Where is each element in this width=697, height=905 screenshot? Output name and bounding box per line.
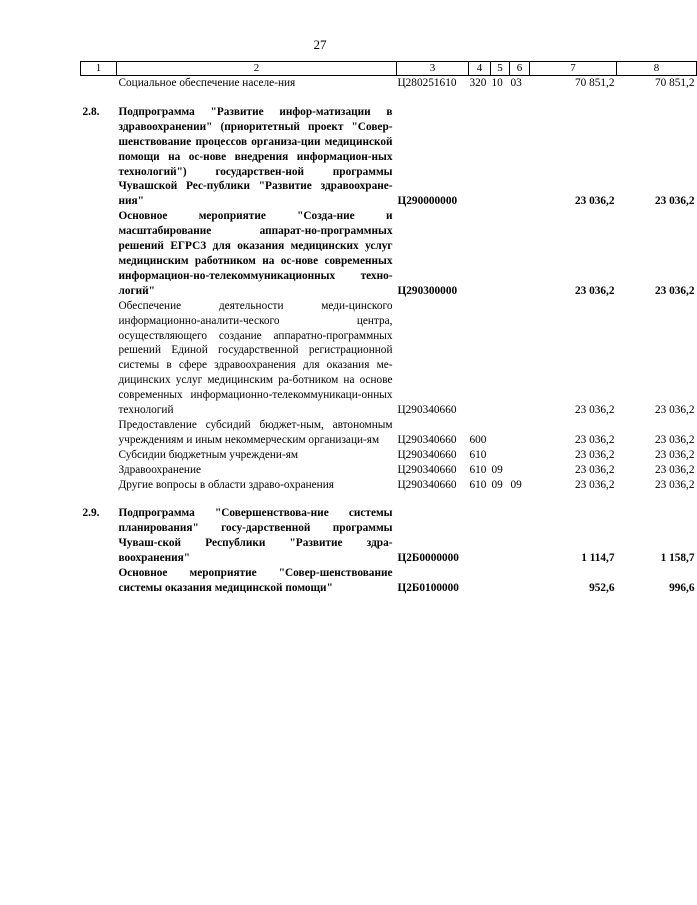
row-rz [491,418,510,448]
row-name: Субсидии бюджетным учреждени-ям [118,448,299,461]
row-code: Ц2Б0100000 [397,582,459,594]
table-row [81,105,697,209]
row-rz [491,566,510,596]
row-sum-1: 23 036,2 [574,478,615,491]
table-row [81,506,697,566]
row-sum-2: 23 036,2 [654,478,695,491]
row-sum-2: 23 036,2 [654,284,695,297]
row-sum-1: 23 036,2 [574,284,615,297]
row-pr [510,463,530,478]
row-sum-1: 1 114,7 [581,552,615,565]
table-row [81,418,697,448]
row-pr: 03 [510,77,522,89]
row-vr [469,105,491,209]
row-vr [469,566,491,596]
table-row [81,463,697,478]
row-rz: 10 [491,77,503,89]
row-code: Ц290340660 [397,463,457,476]
row-code: Ц290340660 [397,448,457,461]
column-header: 2 [117,62,397,76]
row-sum-1: 23 036,2 [574,404,615,417]
row-sum-2: 23 036,2 [654,448,695,461]
row-code: Ц290340660 [397,404,457,417]
row-number [81,463,117,478]
column-header-row [81,62,697,76]
row-vr [469,209,491,298]
row-sum-1: 952,6 [589,582,615,594]
row-pr [510,418,530,448]
row-sum-1: 23 036,2 [574,433,615,446]
row-number: 2.9. [82,507,100,520]
row-vr: 610 [469,463,487,476]
row-sum-2: 70 851,2 [654,77,695,89]
row-number [81,209,117,298]
table-row [81,299,697,418]
row-rz [491,448,510,463]
row-sum-2: 23 036,2 [654,404,695,417]
row-number [81,299,117,418]
row-name: Предоставление субсидий бюджет-ным, автономным учреждениям и иным некоммерческим организаци-ям [118,418,393,446]
row-name: Другие вопросы в области здраво-охранения [118,478,334,491]
row-pr [510,299,530,418]
column-header: 8 [617,62,697,76]
row-pr [510,566,530,596]
row-sum-2: 23 036,2 [654,195,695,208]
column-header: 3 [397,62,469,76]
row-pr [510,209,530,298]
row-code: Ц2Б0000000 [397,552,459,565]
budget-table [80,61,697,596]
row-number [81,76,117,91]
row-sum-2: 23 036,2 [654,463,695,476]
row-code: Ц290000000 [397,195,458,208]
row-sum-1: 23 036,2 [574,195,615,208]
row-sum-1: 70 851,2 [574,77,615,89]
table-row [81,448,697,463]
column-header: 1 [81,62,117,76]
row-rz: 09 [491,478,503,491]
row-number: 2.8. [82,105,100,118]
row-vr: 610 [469,448,487,461]
row-code: Ц290300000 [397,284,458,297]
table-row [81,209,697,298]
row-number [81,448,117,463]
row-pr [510,105,530,209]
row-sum-1: 23 036,2 [574,448,615,461]
row-name: Подпрограмма "Совершенствова-ние системы планирования" госу-дарственной программы Чуваш-ской Республики "Развитие здра-воохранения" [118,507,393,565]
row-name: Здравоохранение [118,463,202,476]
table-row [81,478,697,493]
row-vr [469,299,491,418]
row-number [81,566,117,596]
row-sum-2: 23 036,2 [654,433,695,446]
table-row [81,566,697,596]
row-name: Подпрограмма "Развитие инфор-матизации в здравоохранении" (приоритетный проект "Совер-шенствование процессов организа-ции медицинской помощи на ос-нове внедрения информацион-ных технологий") государствен-ной программы Чувашской Рес-публики "Развитие здравоохране-ния" [118,105,393,208]
row-sum-2: 996,6 [669,582,695,594]
table-row [81,76,697,91]
row-rz [491,209,510,298]
row-code: Ц290340660 [397,478,457,491]
row-code: Ц280251610 [397,77,457,89]
row-rz [491,299,510,418]
row-name: Основное мероприятие "Созда-ние и масштабирование аппарат-но-программных решений ЕГРСЗ для оказания медицинских услуг медицинским работником на ос-нове современных информацион-но-телекоммуникационных техно-логий" [118,210,393,297]
row-number [81,418,117,448]
row-pr: 09 [510,478,522,491]
row-name: Социальное обеспечение населе-ния [118,77,296,89]
column-header: 4 [469,62,491,76]
row-rz [491,506,510,566]
row-vr [469,506,491,566]
row-rz: 09 [491,463,503,476]
row-vr: 600 [469,433,487,446]
row-pr [510,506,530,566]
column-header: 7 [530,62,617,76]
row-vr: 610 [469,478,487,491]
row-number [81,478,117,493]
row-name: Обеспечение деятельности меди-цинского информационно-аналити-ческого центра, осуществляющего создание аппаратно-программных решений Единой государственной регистрационной системы в сфере здравоохранения для оказания ме-дицинских услуг медицинским ра-ботником на основе современных информационно-телекоммуникаци-онных технологий [118,299,393,417]
row-rz [491,105,510,209]
row-sum-2: 1 158,7 [660,552,695,565]
column-header: 6 [510,62,530,76]
row-code: Ц290340660 [397,433,457,446]
row-pr [510,448,530,463]
page-number: 27 [313,37,327,52]
row-vr: 320 [469,77,487,89]
row-sum-1: 23 036,2 [574,463,615,476]
row-name: Основное мероприятие "Совер-шенствование системы оказания медицинской помощи" [118,567,393,594]
column-header: 5 [491,62,510,76]
